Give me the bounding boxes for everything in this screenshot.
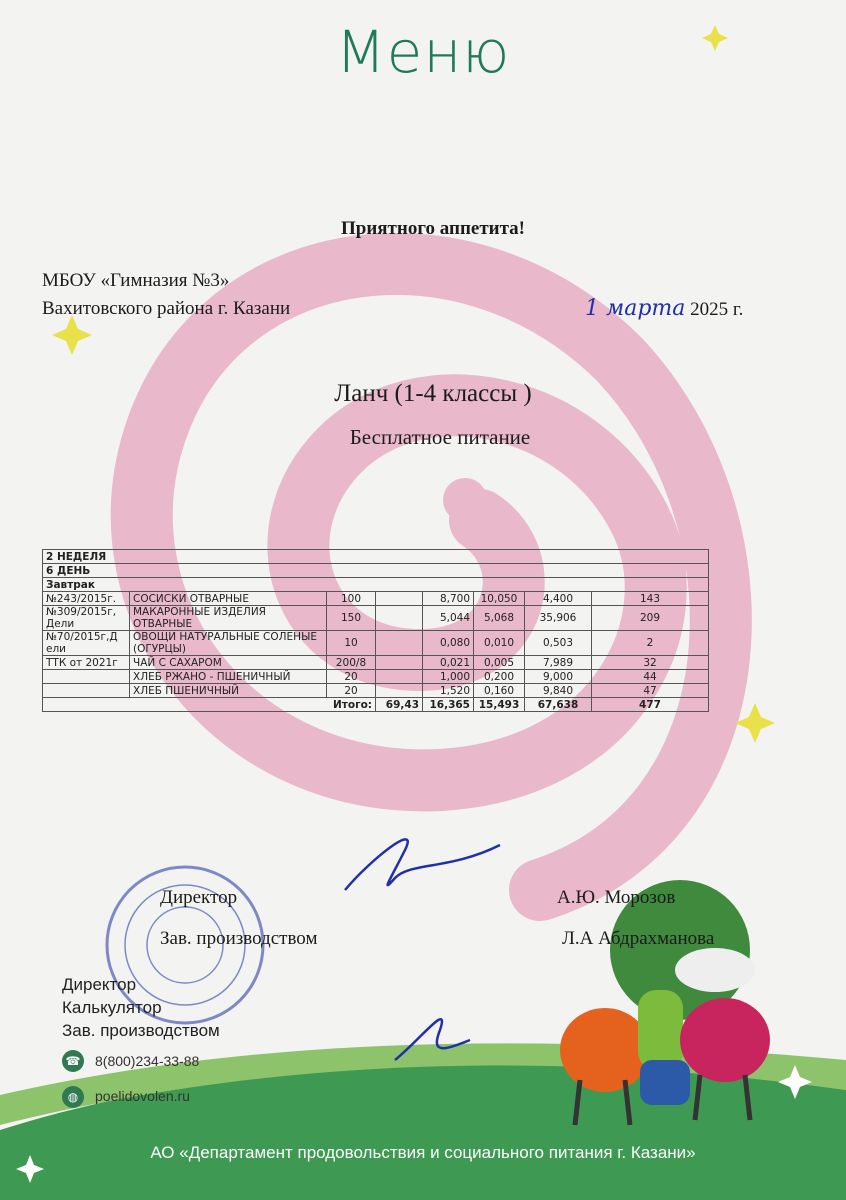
production-title: Зав. производством xyxy=(160,928,318,949)
recipe-cell: №70/2015г,Д ели xyxy=(43,631,130,656)
protein-cell: 8,700 xyxy=(423,592,474,606)
total-row xyxy=(43,698,709,712)
handwritten-date: 1 марта xyxy=(585,296,686,321)
phone-icon: ☎ xyxy=(62,1050,84,1072)
section-row xyxy=(43,578,709,592)
meal-title: Ланч (1-4 классы ) xyxy=(334,380,532,407)
carb-cell: 4,400 xyxy=(525,592,592,606)
table-row xyxy=(43,592,709,606)
greeting: Приятного аппетита! xyxy=(340,218,525,239)
menu-date xyxy=(585,296,743,321)
carb-cell: 7,989 xyxy=(525,656,592,670)
protein-cell: 0,021 xyxy=(423,656,474,670)
weight-cell: 10 xyxy=(327,631,376,656)
date-year: 2025 г. xyxy=(690,299,744,320)
total-price: 69,43 xyxy=(376,698,423,712)
fat-cell: 0,200 xyxy=(474,670,525,684)
week-label: 2 НЕДЕЛЯ xyxy=(43,550,709,564)
price-cell xyxy=(376,656,423,670)
weight-cell: 150 xyxy=(327,606,376,631)
meal-subtitle: Бесплатное питание xyxy=(349,425,531,449)
fat-cell: 10,050 xyxy=(474,592,525,606)
menu-table xyxy=(42,549,709,712)
carb-cell: 9,000 xyxy=(525,670,592,684)
kcal-cell: 209 xyxy=(592,606,709,631)
signature-mark xyxy=(345,839,500,890)
phone-number[interactable]: 8(800)234-33-88 xyxy=(95,1053,200,1069)
globe-icon: ◍ xyxy=(62,1086,84,1108)
dish-cell: ХЛЕБ ПШЕНИЧНЫЙ xyxy=(130,684,327,698)
carb-cell: 9,840 xyxy=(525,684,592,698)
kcal-cell: 143 xyxy=(592,592,709,606)
dish-cell: ОВОЩИ НАТУРАЛЬНЫЕ СОЛЕНЫЕ (ОГУРЦЫ) xyxy=(130,631,327,656)
fat-cell: 0,005 xyxy=(474,656,525,670)
production-name: Л.А Абдрахманова xyxy=(562,928,715,949)
footer-role-calculator: Калькулятор xyxy=(62,998,162,1017)
recipe-cell: №309/2015г, Дели xyxy=(43,606,130,631)
kcal-cell: 47 xyxy=(592,684,709,698)
section-label: Завтрак xyxy=(43,578,709,592)
total-label: Итого: xyxy=(43,698,376,712)
recipe-cell xyxy=(43,670,130,684)
company-name: АО «Департамент продовольствия и социального питания г. Казани» xyxy=(150,1143,696,1162)
carb-cell: 35,906 xyxy=(525,606,592,631)
fat-cell: 5,068 xyxy=(474,606,525,631)
fat-cell: 0,160 xyxy=(474,684,525,698)
weight-cell: 20 xyxy=(327,684,376,698)
school-district: Вахитовского района г. Казани xyxy=(42,298,291,319)
footer-role-director: Директор xyxy=(62,975,137,994)
day-row xyxy=(43,564,709,578)
protein-cell: 1,520 xyxy=(423,684,474,698)
protein-cell: 0,080 xyxy=(423,631,474,656)
price-cell xyxy=(376,684,423,698)
fat-cell: 0,010 xyxy=(474,631,525,656)
price-cell xyxy=(376,670,423,684)
footer-role-production: Зав. производством xyxy=(62,1021,220,1040)
weight-cell: 20 xyxy=(327,670,376,684)
school-name: МБОУ «Гимназия №3» xyxy=(42,270,230,291)
total-kcal: 477 xyxy=(592,698,709,712)
table-row xyxy=(43,670,709,684)
dish-cell: СОСИСКИ ОТВАРНЫЕ xyxy=(130,592,327,606)
carb-cell: 0,503 xyxy=(525,631,592,656)
weight-cell: 100 xyxy=(327,592,376,606)
price-cell xyxy=(376,631,423,656)
protein-cell: 5,044 xyxy=(423,606,474,631)
director-name: А.Ю. Морозов xyxy=(557,887,676,908)
table-row xyxy=(43,606,709,631)
kcal-cell: 32 xyxy=(592,656,709,670)
protein-cell: 1,000 xyxy=(423,670,474,684)
day-label: 6 ДЕНЬ xyxy=(43,564,709,578)
kcal-cell: 2 xyxy=(592,631,709,656)
recipe-cell: №243/2015г. xyxy=(43,592,130,606)
week-row xyxy=(43,550,709,564)
page-title: Меню xyxy=(335,18,511,86)
director-title: Директор xyxy=(160,887,238,908)
kcal-cell: 44 xyxy=(592,670,709,684)
price-cell xyxy=(376,606,423,631)
weight-cell: 200/8 xyxy=(327,656,376,670)
total-protein: 16,365 xyxy=(423,698,474,712)
dish-cell: ЧАЙ С САХАРОМ xyxy=(130,656,327,670)
dish-cell: МАКАРОННЫЕ ИЗДЕЛИЯ ОТВАРНЫЕ xyxy=(130,606,327,631)
table-row xyxy=(43,684,709,698)
total-fat: 15,493 xyxy=(474,698,525,712)
table-row xyxy=(43,631,709,656)
website-link[interactable]: poelidovolen.ru xyxy=(95,1088,190,1104)
recipe-cell: ТТК от 2021г xyxy=(43,656,130,670)
recipe-cell xyxy=(43,684,130,698)
total-carb: 67,638 xyxy=(525,698,592,712)
dish-cell: ХЛЕБ РЖАНО - ПШЕНИЧНЫЙ xyxy=(130,670,327,684)
price-cell xyxy=(376,592,423,606)
table-row xyxy=(43,656,709,670)
